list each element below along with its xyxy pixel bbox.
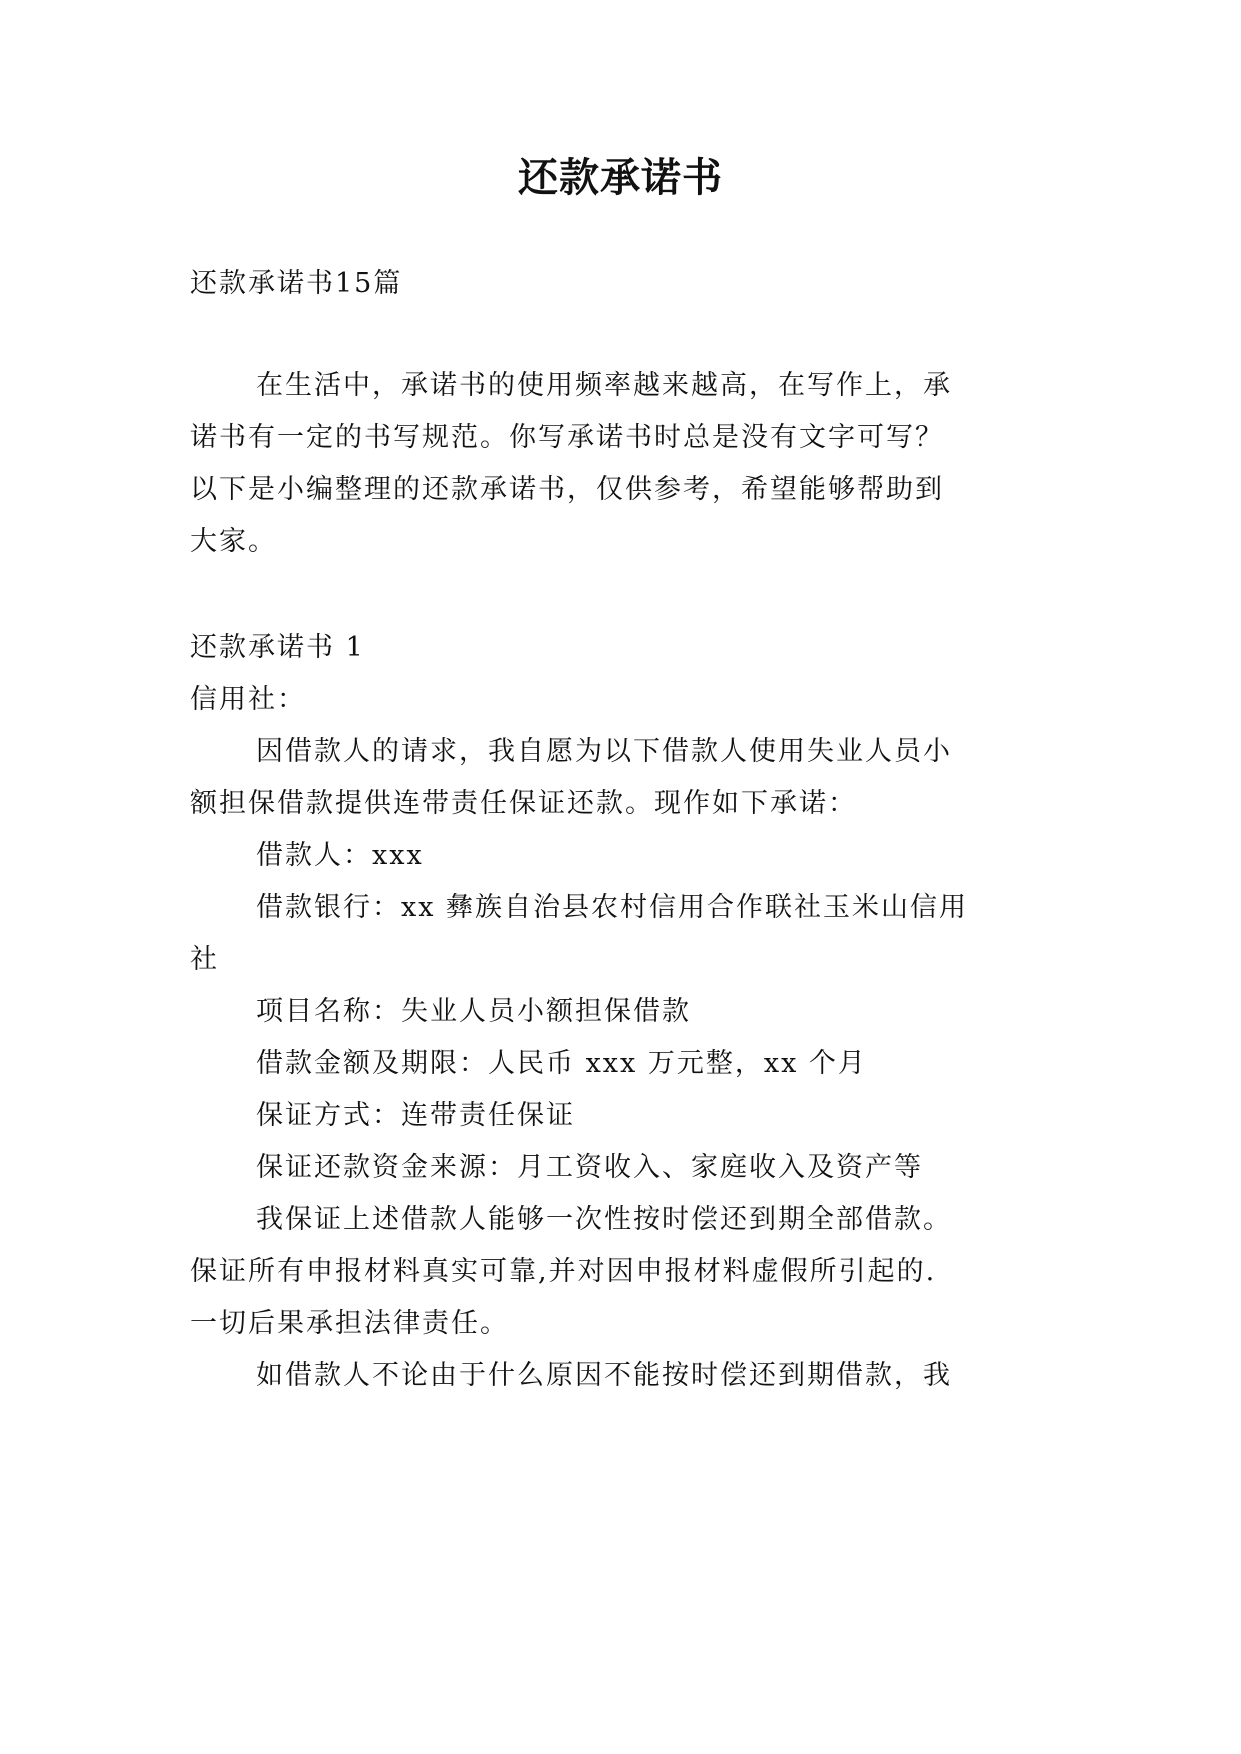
salutation: 信用社： (190, 684, 306, 715)
body-line-8: 保证方式：连带责任保证 (256, 1100, 575, 1131)
body-line-5: 社 (190, 944, 219, 975)
section-title: 还款承诺书 1 (190, 632, 365, 663)
body-line-10: 我保证上述借款人能够一次性按时偿还到期全部借款。 (256, 1204, 952, 1235)
body-line-6: 项目名称：失业人员小额担保借款 (256, 996, 691, 1027)
body-line-13: 如借款人不论由于什么原因不能按时偿还到期借款，我 (256, 1360, 952, 1391)
body-line-12: 一切后果承担法律责任。 (190, 1308, 509, 1339)
body-line-2: 额担保借款提供连带责任保证还款。现作如下承诺： (190, 788, 857, 819)
body-line-4: 借款银行：xx 彝族自治县农村信用合作联社玉米山信用 (256, 892, 969, 923)
body-line-3: 借款人：xxx (256, 840, 424, 871)
document-title: 还款承诺书 (518, 154, 723, 201)
body-line-1: 因借款人的请求，我自愿为以下借款人使用失业人员小 (256, 736, 952, 767)
document-subtitle: 还款承诺书15篇 (190, 268, 403, 299)
body-line-11: 保证所有申报材料真实可靠,并对因申报材料虚假所引起的. (190, 1256, 937, 1287)
intro-line-1: 在生活中，承诺书的使用频率越来越高，在写作上，承 (256, 370, 952, 401)
body-line-9: 保证还款资金来源：月工资收入、家庭收入及资产等 (256, 1152, 923, 1183)
intro-line-3: 以下是小编整理的还款承诺书，仅供参考，希望能够帮助到 (190, 474, 944, 505)
body-line-7: 借款金额及期限：人民币 xxx 万元整，xx 个月 (256, 1048, 867, 1079)
intro-line-4: 大家。 (190, 526, 277, 557)
intro-line-2: 诺书有一定的书写规范。你写承诺书时总是没有文字可写？ (190, 422, 944, 453)
